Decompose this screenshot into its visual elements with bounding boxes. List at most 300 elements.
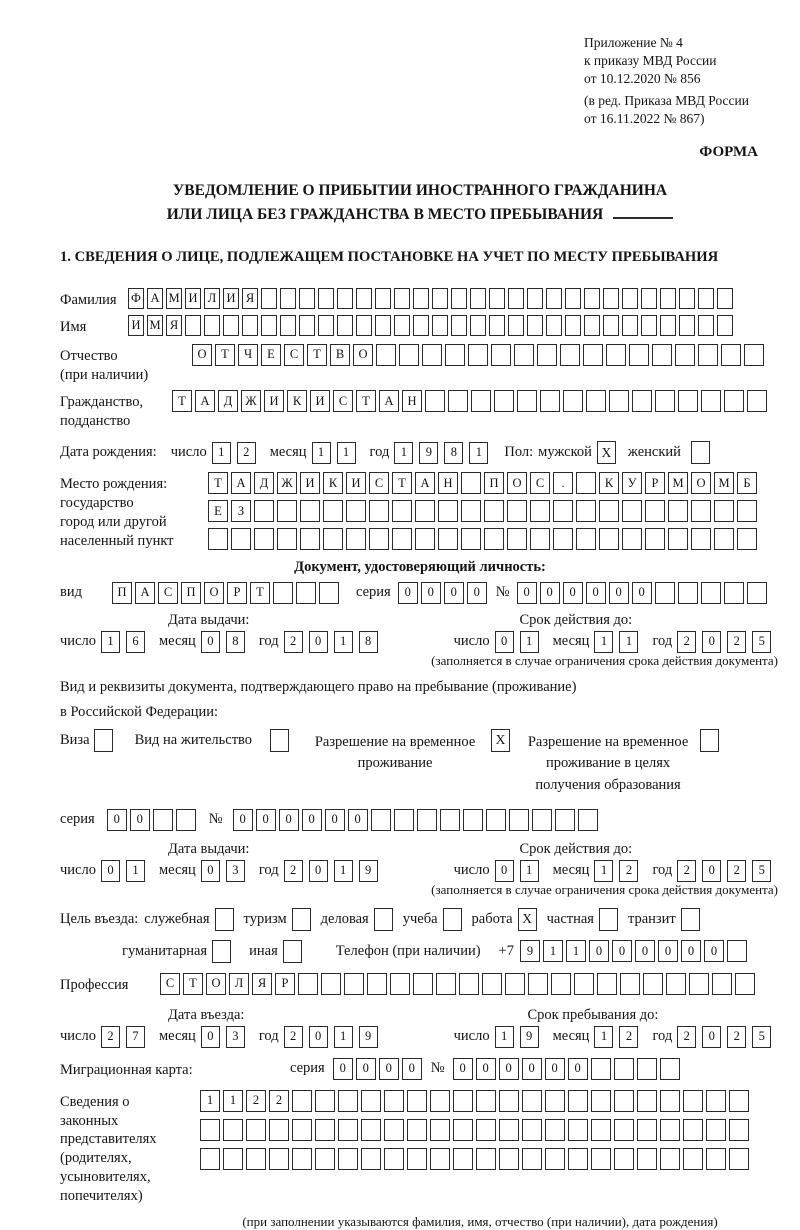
char-cell[interactable] [622,528,642,550]
char-cell[interactable]: 9 [520,1026,539,1048]
char-cell[interactable] [292,1119,312,1141]
char-cell[interactable]: 0 [398,582,418,604]
char-cell[interactable] [204,315,220,336]
char-cell[interactable]: 1 [594,1026,613,1048]
char-cell[interactable] [242,315,258,336]
char-cell[interactable] [453,1119,473,1141]
char-cell[interactable]: С [284,344,304,366]
char-cell[interactable] [714,528,734,550]
char-cell[interactable] [551,973,571,995]
char-cell[interactable]: 0 [309,1026,328,1048]
char-cell[interactable] [532,809,552,831]
char-cell[interactable] [315,1148,335,1170]
char-cell[interactable] [185,315,201,336]
char-cell[interactable] [527,288,543,309]
char-cell[interactable] [508,288,524,309]
char-cell[interactable] [280,315,296,336]
char-cell[interactable]: Т [172,390,192,412]
char-cell[interactable]: 6 [126,631,145,653]
char-cell[interactable] [629,344,649,366]
char-cell[interactable] [522,1148,542,1170]
char-cell[interactable] [321,973,341,995]
char-cell[interactable]: 9 [419,442,438,464]
char-cell[interactable] [200,1148,220,1170]
char-cell[interactable]: 0 [589,940,609,962]
char-cell[interactable] [415,500,435,522]
char-cell[interactable] [315,1119,335,1141]
char-cell[interactable]: 2 [619,860,638,882]
char-cell[interactable] [522,1119,542,1141]
char-cell[interactable]: Ч [238,344,258,366]
char-cell[interactable]: 0 [545,1058,565,1080]
char-cell[interactable] [614,1119,634,1141]
char-cell[interactable]: Р [227,582,247,604]
char-cell[interactable] [300,500,320,522]
char-cell[interactable] [645,500,665,522]
char-cell[interactable] [729,1090,749,1112]
char-cell[interactable] [223,1119,243,1141]
char-cell[interactable] [737,500,757,522]
char-cell[interactable]: 0 [379,1058,399,1080]
char-cell[interactable]: 1 [334,860,353,882]
char-cell[interactable]: К [287,390,307,412]
char-cell[interactable] [729,1119,749,1141]
char-cell[interactable] [461,472,481,494]
char-cell[interactable]: 1 [101,631,120,653]
char-cell[interactable] [668,528,688,550]
char-cell[interactable]: Л [229,973,249,995]
char-cell[interactable] [678,582,698,604]
char-cell[interactable]: 0 [421,582,441,604]
char-cell[interactable]: 0 [499,1058,519,1080]
char-cell[interactable]: О [507,472,527,494]
char-cell[interactable] [394,288,410,309]
char-cell[interactable]: 0 [302,809,322,831]
char-cell[interactable]: 2 [284,631,303,653]
char-cell[interactable] [721,344,741,366]
char-cell[interactable] [422,344,442,366]
char-cell[interactable]: И [223,288,239,309]
char-cell[interactable] [652,344,672,366]
char-cell[interactable]: У [622,472,642,494]
visa-checkbox[interactable] [94,729,113,752]
char-cell[interactable] [384,1090,404,1112]
char-cell[interactable]: 1 [223,1090,243,1112]
char-cell[interactable] [574,973,594,995]
char-cell[interactable] [545,1090,565,1112]
char-cell[interactable] [269,1148,289,1170]
char-cell[interactable]: И [128,315,144,336]
char-cell[interactable] [691,500,711,522]
char-cell[interactable] [499,1148,519,1170]
char-cell[interactable] [565,315,581,336]
char-cell[interactable] [637,1090,657,1112]
char-cell[interactable] [555,809,575,831]
char-cell[interactable]: 0 [201,631,220,653]
char-cell[interactable]: М [714,472,734,494]
char-cell[interactable] [369,500,389,522]
char-cell[interactable] [461,528,481,550]
char-cell[interactable]: 8 [226,631,245,653]
temp-residence-checkbox[interactable]: X [491,729,510,752]
char-cell[interactable]: 0 [495,631,514,653]
char-cell[interactable]: Я [252,973,272,995]
char-cell[interactable] [413,288,429,309]
char-cell[interactable] [517,390,537,412]
char-cell[interactable] [486,809,506,831]
char-cell[interactable]: 0 [444,582,464,604]
char-cell[interactable]: 1 [619,631,638,653]
char-cell[interactable] [318,315,334,336]
char-cell[interactable]: Т [356,390,376,412]
char-cell[interactable]: Д [218,390,238,412]
char-cell[interactable] [384,1119,404,1141]
char-cell[interactable] [338,1090,358,1112]
char-cell[interactable] [565,288,581,309]
char-cell[interactable]: 9 [359,1026,378,1048]
char-cell[interactable]: 2 [727,1026,746,1048]
char-cell[interactable] [622,500,642,522]
char-cell[interactable] [318,288,334,309]
char-cell[interactable] [641,288,657,309]
char-cell[interactable] [591,1119,611,1141]
char-cell[interactable] [356,315,372,336]
char-cell[interactable] [546,315,562,336]
char-cell[interactable]: К [599,472,619,494]
char-cell[interactable]: Б [737,472,757,494]
purpose-tourism-checkbox[interactable] [292,908,311,931]
char-cell[interactable]: 0 [522,1058,542,1080]
char-cell[interactable]: 5 [752,631,771,653]
char-cell[interactable] [399,344,419,366]
char-cell[interactable]: 2 [677,860,696,882]
char-cell[interactable] [476,1090,496,1112]
char-cell[interactable]: И [185,288,201,309]
char-cell[interactable] [599,500,619,522]
char-cell[interactable]: 0 [702,1026,721,1048]
char-cell[interactable] [417,809,437,831]
purpose-official-checkbox[interactable] [215,908,234,931]
char-cell[interactable] [484,500,504,522]
char-cell[interactable] [712,973,732,995]
char-cell[interactable] [499,1119,519,1141]
char-cell[interactable] [319,582,339,604]
char-cell[interactable] [361,1148,381,1170]
char-cell[interactable] [563,390,583,412]
char-cell[interactable] [223,1148,243,1170]
char-cell[interactable] [273,582,293,604]
char-cell[interactable] [453,1090,473,1112]
char-cell[interactable]: 0 [612,940,632,962]
char-cell[interactable]: К [323,472,343,494]
char-cell[interactable]: П [112,582,132,604]
char-cell[interactable] [660,288,676,309]
char-cell[interactable] [527,315,543,336]
char-cell[interactable] [568,1119,588,1141]
char-cell[interactable]: 1 [495,1026,514,1048]
char-cell[interactable] [706,1090,726,1112]
char-cell[interactable]: П [484,472,504,494]
char-cell[interactable] [392,500,412,522]
char-cell[interactable]: 8 [444,442,463,464]
char-cell[interactable]: Н [402,390,422,412]
purpose-study-checkbox[interactable] [443,908,462,931]
char-cell[interactable]: 2 [101,1026,120,1048]
char-cell[interactable] [675,344,695,366]
purpose-work-checkbox[interactable]: X [518,908,537,931]
char-cell[interactable] [367,973,387,995]
char-cell[interactable] [425,390,445,412]
char-cell[interactable] [583,344,603,366]
char-cell[interactable] [735,973,755,995]
char-cell[interactable]: 0 [704,940,724,962]
char-cell[interactable]: В [330,344,350,366]
char-cell[interactable]: Р [275,973,295,995]
char-cell[interactable]: 1 [200,1090,220,1112]
char-cell[interactable]: 3 [226,860,245,882]
char-cell[interactable] [461,500,481,522]
char-cell[interactable] [540,390,560,412]
char-cell[interactable] [176,809,196,831]
char-cell[interactable]: 2 [269,1090,289,1112]
char-cell[interactable] [361,1090,381,1112]
char-cell[interactable] [655,390,675,412]
char-cell[interactable] [509,809,529,831]
char-cell[interactable] [390,973,410,995]
char-cell[interactable]: 0 [348,809,368,831]
char-cell[interactable] [432,315,448,336]
char-cell[interactable] [392,528,412,550]
char-cell[interactable] [489,288,505,309]
char-cell[interactable] [337,315,353,336]
char-cell[interactable] [231,528,251,550]
char-cell[interactable]: 0 [563,582,583,604]
char-cell[interactable] [591,1058,611,1080]
char-cell[interactable]: 0 [402,1058,422,1080]
char-cell[interactable] [530,528,550,550]
char-cell[interactable]: 1 [337,442,356,464]
purpose-business-checkbox[interactable] [374,908,393,931]
char-cell[interactable] [484,528,504,550]
char-cell[interactable]: 1 [394,442,413,464]
char-cell[interactable] [482,973,502,995]
char-cell[interactable] [724,390,744,412]
char-cell[interactable]: 2 [677,1026,696,1048]
char-cell[interactable] [415,528,435,550]
char-cell[interactable] [641,315,657,336]
char-cell[interactable] [553,528,573,550]
char-cell[interactable] [637,1119,657,1141]
char-cell[interactable] [338,1119,358,1141]
char-cell[interactable] [660,1119,680,1141]
char-cell[interactable] [724,582,744,604]
char-cell[interactable] [223,315,239,336]
char-cell[interactable]: 0 [517,582,537,604]
char-cell[interactable]: О [353,344,373,366]
char-cell[interactable] [660,315,676,336]
char-cell[interactable] [315,1090,335,1112]
char-cell[interactable] [599,528,619,550]
char-cell[interactable] [470,288,486,309]
char-cell[interactable] [737,528,757,550]
char-cell[interactable] [394,809,414,831]
char-cell[interactable] [576,472,596,494]
char-cell[interactable] [729,1148,749,1170]
char-cell[interactable]: 1 [126,860,145,882]
char-cell[interactable]: 1 [334,631,353,653]
char-cell[interactable]: 1 [520,631,539,653]
char-cell[interactable]: . [553,472,573,494]
char-cell[interactable]: 0 [635,940,655,962]
char-cell[interactable] [698,288,714,309]
char-cell[interactable] [438,528,458,550]
char-cell[interactable]: 8 [359,631,378,653]
char-cell[interactable] [451,288,467,309]
char-cell[interactable]: 2 [284,1026,303,1048]
purpose-humanitarian-checkbox[interactable] [212,940,231,963]
char-cell[interactable] [507,500,527,522]
char-cell[interactable]: Д [254,472,274,494]
char-cell[interactable]: 0 [681,940,701,962]
char-cell[interactable] [514,344,534,366]
char-cell[interactable]: 0 [568,1058,588,1080]
char-cell[interactable] [407,1148,427,1170]
char-cell[interactable] [655,582,675,604]
char-cell[interactable] [545,1148,565,1170]
char-cell[interactable]: А [415,472,435,494]
char-cell[interactable]: 1 [594,860,613,882]
char-cell[interactable] [375,315,391,336]
char-cell[interactable] [453,1148,473,1170]
char-cell[interactable] [622,315,638,336]
char-cell[interactable]: С [369,472,389,494]
char-cell[interactable] [643,973,663,995]
char-cell[interactable]: 0 [130,809,150,831]
char-cell[interactable]: Л [204,288,220,309]
char-cell[interactable] [701,390,721,412]
char-cell[interactable] [254,528,274,550]
char-cell[interactable]: С [158,582,178,604]
char-cell[interactable]: 0 [495,860,514,882]
char-cell[interactable]: А [135,582,155,604]
char-cell[interactable]: И [310,390,330,412]
char-cell[interactable] [622,288,638,309]
char-cell[interactable]: М [668,472,688,494]
char-cell[interactable] [277,500,297,522]
char-cell[interactable]: 0 [279,809,299,831]
char-cell[interactable] [717,315,733,336]
char-cell[interactable] [689,973,709,995]
char-cell[interactable]: Т [208,472,228,494]
char-cell[interactable] [153,809,173,831]
char-cell[interactable] [597,973,617,995]
char-cell[interactable] [344,973,364,995]
char-cell[interactable]: 0 [609,582,629,604]
char-cell[interactable] [470,315,486,336]
char-cell[interactable] [254,500,274,522]
char-cell[interactable] [436,973,456,995]
char-cell[interactable]: Я [166,315,182,336]
char-cell[interactable]: Т [307,344,327,366]
char-cell[interactable]: 0 [233,809,253,831]
char-cell[interactable] [505,973,525,995]
char-cell[interactable] [277,528,297,550]
char-cell[interactable] [560,344,580,366]
char-cell[interactable] [356,288,372,309]
char-cell[interactable] [299,288,315,309]
char-cell[interactable]: Е [208,500,228,522]
char-cell[interactable]: 0 [702,631,721,653]
char-cell[interactable]: 2 [246,1090,266,1112]
char-cell[interactable]: 9 [359,860,378,882]
purpose-transit-checkbox[interactable] [681,908,700,931]
char-cell[interactable] [445,344,465,366]
char-cell[interactable] [323,528,343,550]
char-cell[interactable]: Ф [128,288,144,309]
char-cell[interactable]: О [204,582,224,604]
char-cell[interactable] [679,288,695,309]
char-cell[interactable]: 1 [334,1026,353,1048]
char-cell[interactable] [576,500,596,522]
char-cell[interactable]: 2 [727,860,746,882]
char-cell[interactable] [298,973,318,995]
char-cell[interactable] [576,528,596,550]
char-cell[interactable]: 0 [476,1058,496,1080]
char-cell[interactable]: И [300,472,320,494]
char-cell[interactable] [660,1148,680,1170]
char-cell[interactable] [432,288,448,309]
char-cell[interactable]: 1 [212,442,231,464]
char-cell[interactable] [747,390,767,412]
char-cell[interactable] [246,1148,266,1170]
char-cell[interactable]: 1 [566,940,586,962]
char-cell[interactable]: П [181,582,201,604]
char-cell[interactable] [494,390,514,412]
char-cell[interactable] [323,500,343,522]
char-cell[interactable] [632,390,652,412]
char-cell[interactable] [744,344,764,366]
char-cell[interactable] [584,288,600,309]
char-cell[interactable] [637,1058,657,1080]
char-cell[interactable] [300,528,320,550]
char-cell[interactable]: 0 [658,940,678,962]
char-cell[interactable]: З [231,500,251,522]
char-cell[interactable] [407,1090,427,1112]
char-cell[interactable] [679,315,695,336]
char-cell[interactable] [407,1119,427,1141]
char-cell[interactable] [296,582,316,604]
char-cell[interactable] [280,288,296,309]
char-cell[interactable] [508,315,524,336]
purpose-other-checkbox[interactable] [283,940,302,963]
char-cell[interactable] [609,390,629,412]
char-cell[interactable] [369,528,389,550]
char-cell[interactable] [668,500,688,522]
char-cell[interactable]: Т [392,472,412,494]
char-cell[interactable] [530,500,550,522]
char-cell[interactable] [591,1148,611,1170]
char-cell[interactable] [463,809,483,831]
char-cell[interactable] [546,288,562,309]
char-cell[interactable]: 1 [312,442,331,464]
char-cell[interactable] [269,1119,289,1141]
char-cell[interactable]: 0 [325,809,345,831]
char-cell[interactable]: Т [250,582,270,604]
char-cell[interactable] [537,344,557,366]
char-cell[interactable]: О [691,472,711,494]
char-cell[interactable] [691,528,711,550]
char-cell[interactable] [292,1148,312,1170]
